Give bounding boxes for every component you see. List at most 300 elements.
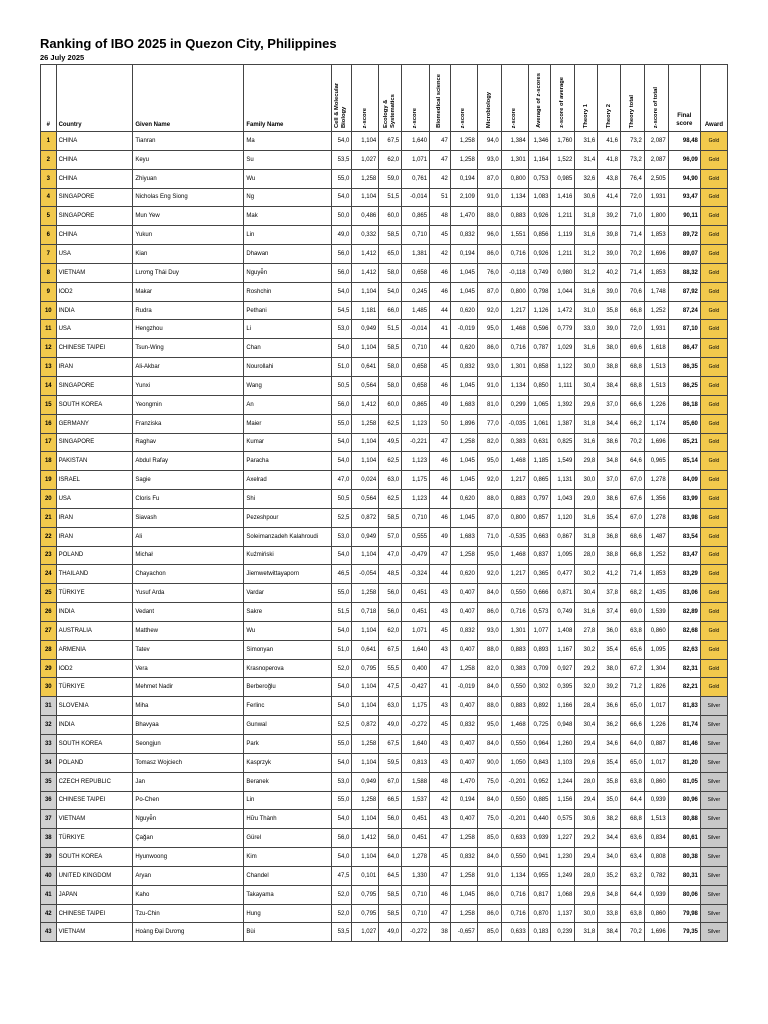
cell-z-biomedical: 0,620: [450, 565, 477, 584]
cell-z-average: 1,416: [551, 188, 575, 207]
cell-average-z: 0,964: [528, 735, 551, 754]
cell-final-score: 83,54: [668, 527, 700, 546]
cell-z-total: 0,860: [644, 621, 668, 640]
cell-ecology: 58,5: [379, 904, 402, 923]
cell-z-biomedical: -0,019: [450, 320, 477, 339]
cell-microbiology: 86,0: [477, 245, 501, 264]
cell-given-name: Yunxi: [133, 376, 244, 395]
cell-award: Gold: [700, 508, 727, 527]
cell-z-microbiology: 0,800: [501, 169, 528, 188]
cell-biomedical: 44: [430, 339, 451, 358]
cell-theory-total: 64,6: [621, 452, 645, 471]
cell-biomedical: 44: [430, 490, 451, 509]
cell-biomedical: 43: [430, 810, 451, 829]
cell-z-cell: 0,332: [352, 226, 379, 245]
cell-z-biomedical: 1,683: [450, 395, 477, 414]
cell-family-name: Ma: [244, 132, 331, 151]
cell-theory2: 39,0: [598, 245, 621, 264]
cell-theory1: 29,6: [575, 395, 598, 414]
cell-z-average: 1,120: [551, 508, 575, 527]
cell-z-biomedical: 1,045: [450, 452, 477, 471]
cell-z-average: 1,260: [551, 735, 575, 754]
cell-z-cell: 1,412: [352, 245, 379, 264]
cell-final-score: 80,88: [668, 810, 700, 829]
cell-given-name: Hoàng Đại Dương: [133, 923, 244, 942]
cell-family-name: Takayama: [244, 885, 331, 904]
cell-theory-total: 66,6: [621, 716, 645, 735]
cell-award: Gold: [700, 263, 727, 282]
cell-z-average: 1,095: [551, 546, 575, 565]
cell-theory1: 31,6: [575, 433, 598, 452]
cell-z-ecology: 1,537: [402, 791, 430, 810]
cell-z-biomedical: 1,258: [450, 132, 477, 151]
cell-family-name: Kumar: [244, 433, 331, 452]
cell-z-biomedical: 2,109: [450, 188, 477, 207]
cell-final-score: 98,48: [668, 132, 700, 151]
cell-microbiology: 71,0: [477, 527, 501, 546]
table-row: [41, 716, 728, 735]
cell-theory-total: 66,2: [621, 414, 645, 433]
cell-z-microbiology: 0,800: [501, 508, 528, 527]
table-row: [41, 508, 728, 527]
cell-z-ecology: 0,710: [402, 339, 430, 358]
cell-z-biomedical: 1,258: [450, 829, 477, 848]
cell-z-microbiology: 0,383: [501, 433, 528, 452]
cell-final-score: 83,98: [668, 508, 700, 527]
cell-z-total: 0,860: [644, 904, 668, 923]
cell-theory1: 29,6: [575, 885, 598, 904]
cell-z-total: 1,618: [644, 339, 668, 358]
cell-z-biomedical: 1,258: [450, 659, 477, 678]
cell-z-ecology: 1,123: [402, 452, 430, 471]
cell-given-name: Ali-Akbar: [133, 358, 244, 377]
cell-given-name: Po-Chen: [133, 791, 244, 810]
header-z-cell: z-score: [352, 65, 379, 132]
cell-z-biomedical: 0,832: [450, 621, 477, 640]
cell-given-name: Yukun: [133, 226, 244, 245]
cell-rank: 20: [41, 490, 57, 509]
cell-ecology: 62,0: [379, 150, 402, 169]
cell-z-total: 0,887: [644, 735, 668, 754]
cell-family-name: Axelrad: [244, 471, 331, 490]
cell-biomedical: 47: [430, 150, 451, 169]
cell-rank: 13: [41, 358, 57, 377]
cell-z-average: 1,167: [551, 640, 575, 659]
cell-z-cell: -0,054: [352, 565, 379, 584]
cell-given-name: Tzu-Chin: [133, 904, 244, 923]
cell-theory-total: 65,6: [621, 640, 645, 659]
cell-final-score: 86,18: [668, 395, 700, 414]
cell-ecology: 66,5: [379, 791, 402, 810]
cell-z-total: 1,853: [644, 565, 668, 584]
cell-z-biomedical: 1,045: [450, 508, 477, 527]
cell-theory2: 37,0: [598, 395, 621, 414]
cell-final-score: 89,72: [668, 226, 700, 245]
cell-award: Gold: [700, 395, 727, 414]
cell-z-microbiology: 1,468: [501, 452, 528, 471]
cell-average-z: 0,753: [528, 169, 551, 188]
cell-rank: 37: [41, 810, 57, 829]
cell-z-cell: 0,795: [352, 659, 379, 678]
cell-microbiology: 91,0: [477, 866, 501, 885]
cell-ecology: 58,5: [379, 508, 402, 527]
cell-average-z: 1,164: [528, 150, 551, 169]
cell-award: Gold: [700, 659, 727, 678]
cell-z-cell: 0,949: [352, 772, 379, 791]
cell-z-microbiology: 0,633: [501, 923, 528, 942]
cell-family-name: Park: [244, 735, 331, 754]
cell-z-total: 1,931: [644, 320, 668, 339]
cell-z-total: 1,174: [644, 414, 668, 433]
cell-theory2: 35,4: [598, 640, 621, 659]
cell-theory2: 38,8: [598, 546, 621, 565]
cell-family-name: Su: [244, 150, 331, 169]
cell-z-ecology: 1,640: [402, 132, 430, 151]
cell-cell-biology: 54,5: [331, 301, 352, 320]
cell-ecology: 55,5: [379, 659, 402, 678]
cell-z-total: 1,513: [644, 376, 668, 395]
cell-theory1: 29,4: [575, 791, 598, 810]
cell-z-cell: 0,641: [352, 640, 379, 659]
cell-z-cell: 1,104: [352, 546, 379, 565]
cell-z-biomedical: 0,832: [450, 358, 477, 377]
cell-biomedical: 47: [430, 546, 451, 565]
cell-microbiology: 75,0: [477, 772, 501, 791]
cell-z-cell: 1,104: [352, 433, 379, 452]
cell-rank: 14: [41, 376, 57, 395]
cell-z-biomedical: -0,657: [450, 923, 477, 942]
cell-cell-biology: 54,0: [331, 697, 352, 716]
cell-z-microbiology: 0,716: [501, 339, 528, 358]
cell-z-microbiology: 0,883: [501, 207, 528, 226]
cell-rank: 42: [41, 904, 57, 923]
cell-theory1: 31,6: [575, 603, 598, 622]
header-z-total: z-score of total: [644, 65, 668, 132]
cell-average-z: 1,126: [528, 301, 551, 320]
cell-average-z: 0,857: [528, 508, 551, 527]
cell-family-name: Hung: [244, 904, 331, 923]
cell-z-cell: 1,104: [352, 678, 379, 697]
cell-z-total: 0,808: [644, 848, 668, 867]
cell-z-microbiology: 0,383: [501, 659, 528, 678]
cell-theory2: 34,6: [598, 735, 621, 754]
cell-given-name: Tatev: [133, 640, 244, 659]
cell-cell-biology: 49,0: [331, 226, 352, 245]
cell-given-name: Nicholas Eng Siong: [133, 188, 244, 207]
cell-family-name: Gürel: [244, 829, 331, 848]
cell-z-total: 1,226: [644, 716, 668, 735]
cell-z-biomedical: 0,407: [450, 640, 477, 659]
cell-country: INDIA: [56, 301, 133, 320]
cell-theory-total: 72,0: [621, 320, 645, 339]
cell-z-total: 1,539: [644, 603, 668, 622]
cell-z-average: 0,575: [551, 810, 575, 829]
cell-cell-biology: 47,0: [331, 471, 352, 490]
cell-cell-biology: 52,0: [331, 904, 352, 923]
cell-rank: 21: [41, 508, 57, 527]
cell-z-average: 1,522: [551, 150, 575, 169]
cell-z-average: 0,239: [551, 923, 575, 942]
cell-z-biomedical: 0,407: [450, 603, 477, 622]
cell-biomedical: 41: [430, 320, 451, 339]
cell-z-ecology: -0,324: [402, 565, 430, 584]
cell-country: SINGAPORE: [56, 433, 133, 452]
cell-family-name: Wu: [244, 621, 331, 640]
cell-z-cell: 1,181: [352, 301, 379, 320]
cell-z-biomedical: 1,045: [450, 471, 477, 490]
header-given-name: Given Name: [133, 65, 244, 132]
cell-biomedical: 44: [430, 301, 451, 320]
cell-given-name: Vera: [133, 659, 244, 678]
table-row: [41, 263, 728, 282]
cell-biomedical: 48: [430, 772, 451, 791]
cell-country: CHINA: [56, 132, 133, 151]
cell-theory2: 36,6: [598, 697, 621, 716]
cell-rank: 36: [41, 791, 57, 810]
cell-z-average: 0,867: [551, 527, 575, 546]
cell-theory-total: 66,8: [621, 301, 645, 320]
cell-microbiology: 87,0: [477, 508, 501, 527]
cell-theory2: 36,2: [598, 716, 621, 735]
cell-family-name: Wang: [244, 376, 331, 395]
cell-average-z: 0,596: [528, 320, 551, 339]
cell-z-total: 2,505: [644, 169, 668, 188]
cell-country: VIETNAM: [56, 923, 133, 942]
cell-average-z: 0,663: [528, 527, 551, 546]
cell-rank: 5: [41, 207, 57, 226]
cell-cell-biology: 56,0: [331, 245, 352, 264]
cell-theory-total: 67,0: [621, 508, 645, 527]
cell-z-average: 1,044: [551, 282, 575, 301]
cell-biomedical: 41: [430, 678, 451, 697]
cell-theory1: 29,2: [575, 829, 598, 848]
cell-theory-total: 63,8: [621, 904, 645, 923]
cell-z-total: 1,278: [644, 508, 668, 527]
cell-z-microbiology: 1,384: [501, 132, 528, 151]
cell-theory-total: 72,0: [621, 188, 645, 207]
cell-award: Silver: [700, 866, 727, 885]
table-row: [41, 471, 728, 490]
cell-theory1: 31,4: [575, 150, 598, 169]
cell-final-score: 96,09: [668, 150, 700, 169]
cell-microbiology: 76,0: [477, 263, 501, 282]
cell-average-z: 0,817: [528, 885, 551, 904]
cell-microbiology: 75,0: [477, 810, 501, 829]
cell-final-score: 84,09: [668, 471, 700, 490]
table-row: [41, 414, 728, 433]
cell-theory2: 34,0: [598, 848, 621, 867]
cell-z-average: 1,760: [551, 132, 575, 151]
cell-microbiology: 93,0: [477, 621, 501, 640]
cell-country: IOD2: [56, 282, 133, 301]
cell-award: Gold: [700, 678, 727, 697]
cell-given-name: Aryan: [133, 866, 244, 885]
cell-biomedical: 46: [430, 282, 451, 301]
table-row: [41, 848, 728, 867]
cell-theory2: 38,2: [598, 810, 621, 829]
cell-z-microbiology: 0,550: [501, 678, 528, 697]
cell-z-biomedical: 0,620: [450, 301, 477, 320]
cell-family-name: Wu: [244, 169, 331, 188]
cell-final-score: 83,47: [668, 546, 700, 565]
cell-family-name: Kuźmiński: [244, 546, 331, 565]
cell-theory1: 31,2: [575, 245, 598, 264]
cell-given-name: Matthew: [133, 621, 244, 640]
cell-country: ISRAEL: [56, 471, 133, 490]
cell-biomedical: 38: [430, 923, 451, 942]
cell-theory2: 40,2: [598, 263, 621, 282]
cell-z-ecology: 0,658: [402, 376, 430, 395]
cell-award: Gold: [700, 188, 727, 207]
cell-theory-total: 68,8: [621, 810, 645, 829]
cell-z-ecology: 1,175: [402, 697, 430, 716]
cell-cell-biology: 55,0: [331, 414, 352, 433]
cell-cell-biology: 50,5: [331, 376, 352, 395]
cell-ecology: 58,5: [379, 885, 402, 904]
cell-z-biomedical: 0,832: [450, 848, 477, 867]
cell-theory2: 35,4: [598, 508, 621, 527]
cell-microbiology: 92,0: [477, 471, 501, 490]
cell-cell-biology: 54,0: [331, 339, 352, 358]
cell-family-name: Nourollahi: [244, 358, 331, 377]
cell-final-score: 87,24: [668, 301, 700, 320]
cell-rank: 25: [41, 584, 57, 603]
cell-z-ecology: 1,175: [402, 471, 430, 490]
cell-theory1: 30,6: [575, 810, 598, 829]
cell-z-microbiology: 0,550: [501, 584, 528, 603]
cell-microbiology: 91,0: [477, 188, 501, 207]
cell-z-ecology: -0,479: [402, 546, 430, 565]
cell-theory1: 28,0: [575, 866, 598, 885]
cell-average-z: 0,843: [528, 753, 551, 772]
cell-z-microbiology: 1,217: [501, 565, 528, 584]
cell-theory1: 30,0: [575, 471, 598, 490]
cell-country: POLAND: [56, 753, 133, 772]
cell-microbiology: 87,0: [477, 169, 501, 188]
cell-theory1: 31,8: [575, 414, 598, 433]
cell-z-cell: 0,872: [352, 716, 379, 735]
cell-given-name: Vedant: [133, 603, 244, 622]
cell-theory2: 37,4: [598, 603, 621, 622]
cell-ecology: 48,5: [379, 565, 402, 584]
cell-z-biomedical: 1,045: [450, 885, 477, 904]
cell-theory-total: 65,0: [621, 753, 645, 772]
cell-final-score: 80,38: [668, 848, 700, 867]
cell-theory1: 31,6: [575, 339, 598, 358]
cell-microbiology: 92,0: [477, 565, 501, 584]
cell-cell-biology: 51,5: [331, 603, 352, 622]
cell-cell-biology: 52,0: [331, 885, 352, 904]
cell-final-score: 80,06: [668, 885, 700, 904]
cell-z-cell: 1,104: [352, 339, 379, 358]
cell-z-biomedical: 0,832: [450, 716, 477, 735]
cell-z-ecology: 1,123: [402, 490, 430, 509]
cell-ecology: 60,0: [379, 395, 402, 414]
cell-biomedical: 44: [430, 565, 451, 584]
cell-z-microbiology: 1,301: [501, 358, 528, 377]
cell-theory1: 32,0: [575, 678, 598, 697]
cell-theory-total: 63,8: [621, 621, 645, 640]
cell-z-microbiology: 0,550: [501, 848, 528, 867]
cell-z-total: 1,931: [644, 188, 668, 207]
cell-final-score: 81,05: [668, 772, 700, 791]
cell-z-total: 1,696: [644, 923, 668, 942]
cell-theory-total: 67,0: [621, 471, 645, 490]
cell-theory1: 31,6: [575, 508, 598, 527]
cell-z-ecology: 0,813: [402, 753, 430, 772]
cell-z-average: 1,211: [551, 207, 575, 226]
table-row: [41, 678, 728, 697]
cell-average-z: 0,850: [528, 376, 551, 395]
cell-rank: 41: [41, 885, 57, 904]
cell-rank: 1: [41, 132, 57, 151]
cell-given-name: Jan: [133, 772, 244, 791]
cell-ecology: 58,0: [379, 376, 402, 395]
cell-given-name: Miha: [133, 697, 244, 716]
cell-z-biomedical: 1,258: [450, 546, 477, 565]
table-row: [41, 866, 728, 885]
cell-theory-total: 71,4: [621, 226, 645, 245]
cell-ecology: 54,0: [379, 282, 402, 301]
header-z-ecology: z-score: [402, 65, 430, 132]
table-row: [41, 395, 728, 414]
cell-theory2: 41,8: [598, 150, 621, 169]
cell-award: Gold: [700, 490, 727, 509]
cell-theory2: 38,0: [598, 339, 621, 358]
cell-country: IRAN: [56, 358, 133, 377]
cell-average-z: 0,709: [528, 659, 551, 678]
cell-microbiology: 82,0: [477, 433, 501, 452]
cell-microbiology: 86,0: [477, 904, 501, 923]
cell-average-z: 0,955: [528, 866, 551, 885]
cell-z-ecology: 1,278: [402, 848, 430, 867]
cell-average-z: 0,941: [528, 848, 551, 867]
cell-theory2: 38,6: [598, 490, 621, 509]
cell-z-microbiology: 1,134: [501, 866, 528, 885]
cell-theory-total: 68,6: [621, 527, 645, 546]
cell-average-z: 0,725: [528, 716, 551, 735]
cell-average-z: 0,865: [528, 471, 551, 490]
cell-cell-biology: 56,0: [331, 263, 352, 282]
cell-family-name: Sakre: [244, 603, 331, 622]
cell-z-ecology: 0,865: [402, 207, 430, 226]
cell-award: Silver: [700, 716, 727, 735]
cell-country: CHINESE TAIPEI: [56, 904, 133, 923]
cell-biomedical: 50: [430, 414, 451, 433]
cell-cell-biology: 55,0: [331, 735, 352, 754]
cell-theory1: 29,4: [575, 848, 598, 867]
header-award: Award: [700, 65, 727, 132]
cell-z-microbiology: 1,301: [501, 621, 528, 640]
cell-z-total: 1,304: [644, 659, 668, 678]
cell-award: Gold: [700, 640, 727, 659]
cell-given-name: Zhiyuan: [133, 169, 244, 188]
cell-country: SOUTH KOREA: [56, 848, 133, 867]
cell-z-cell: 1,104: [352, 621, 379, 640]
cell-family-name: Simonyan: [244, 640, 331, 659]
cell-theory2: 39,2: [598, 678, 621, 697]
cell-family-name: Shi: [244, 490, 331, 509]
cell-family-name: Vardar: [244, 584, 331, 603]
cell-theory-total: 63,4: [621, 848, 645, 867]
cell-average-z: 0,885: [528, 791, 551, 810]
cell-ecology: 56,0: [379, 603, 402, 622]
cell-average-z: 0,952: [528, 772, 551, 791]
cell-z-cell: 1,412: [352, 829, 379, 848]
cell-average-z: 0,749: [528, 263, 551, 282]
cell-z-ecology: -0,014: [402, 188, 430, 207]
cell-theory1: 28,4: [575, 697, 598, 716]
